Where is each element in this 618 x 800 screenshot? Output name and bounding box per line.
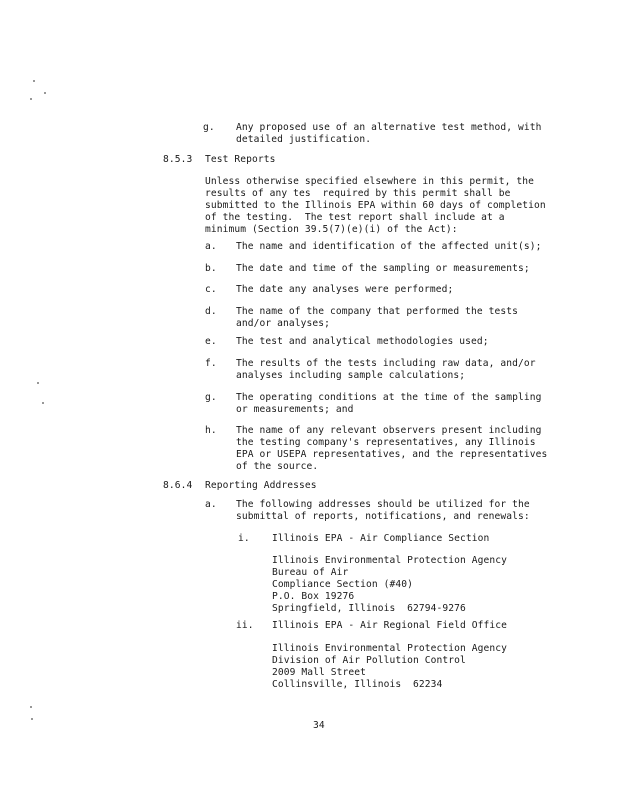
address-line: P.O. Box 19276: [272, 591, 355, 602]
item-label: g.: [203, 122, 215, 133]
paragraph-line: submitted to the Illinois EPA within 60 days of completion: [205, 200, 546, 211]
item-text-line: EPA or USEPA representatives, and the representatives: [236, 449, 548, 460]
item-text-line: The name and identification of the affected unit(s);: [236, 241, 542, 252]
scan-speck: [44, 92, 46, 94]
scan-speck: [37, 382, 39, 384]
address-heading: Illinois EPA - Air Compliance Section: [272, 533, 490, 544]
item-text-line: detailed justification.: [236, 134, 372, 145]
address-line: Collinsville, Illinois 62234: [272, 679, 443, 690]
section-number: 8.5.3: [163, 154, 193, 165]
item-text-line: The name of any relevant observers present including: [236, 425, 542, 436]
item-text-line: submittal of reports, notifications, and renewals:: [236, 511, 530, 522]
item-text-line: the testing company's representatives, any Illinois: [236, 437, 536, 448]
scan-speck: [42, 402, 44, 404]
scan-speck: [30, 706, 32, 708]
address-line: 2009 Mall Street: [272, 667, 367, 678]
paragraph-line: of the testing. The test report shall include at a: [205, 212, 505, 223]
address-heading: Illinois EPA - Air Regional Field Office: [272, 620, 508, 631]
item-text-line: or measurements; and: [236, 404, 354, 415]
address-line: Springfield, Illinois 62794-9276: [272, 603, 466, 614]
item-text-line: The name of the company that performed the tests: [236, 306, 519, 317]
item-label: g.: [205, 392, 217, 403]
item-text-line: The following addresses should be utilized for the: [236, 499, 530, 510]
address-line: Illinois Environmental Protection Agency: [272, 643, 508, 654]
item-text-line: Any proposed use of an alternative test method, with: [236, 122, 542, 133]
paragraph-line: minimum (Section 39.5(7)(e)(i) of the Act):: [205, 224, 458, 235]
address-line: Bureau of Air: [272, 567, 349, 578]
item-text-line: of the source.: [236, 461, 319, 472]
item-text-line: The date any analyses were performed;: [236, 284, 454, 295]
scan-speck: [33, 80, 35, 82]
address-line: Illinois Environmental Protection Agency: [272, 555, 508, 566]
item-label: h.: [205, 425, 217, 436]
scan-speck: [31, 718, 33, 720]
section-title: Reporting Addresses: [205, 480, 317, 491]
section-title: Test Reports: [205, 154, 276, 165]
item-label: b.: [205, 263, 217, 274]
item-label: a.: [205, 241, 217, 252]
item-label: d.: [205, 306, 217, 317]
item-text-line: The results of the tests including raw data, and/or: [236, 358, 536, 369]
address-label: i.: [238, 533, 250, 544]
item-text-line: and/or analyses;: [236, 318, 331, 329]
address-label: ii.: [236, 620, 254, 631]
item-label: a.: [205, 499, 217, 510]
item-text-line: The operating conditions at the time of the sampling: [236, 392, 542, 403]
item-label: e.: [205, 336, 217, 347]
item-text-line: The test and analytical methodologies used;: [236, 336, 489, 347]
paragraph-line: results of any tes required by this permit shall be: [205, 188, 511, 199]
item-label: c.: [205, 284, 217, 295]
section-number: 8.6.4: [163, 480, 193, 491]
item-text-line: The date and time of the sampling or measurements;: [236, 263, 530, 274]
address-line: Division of Air Pollution Control: [272, 655, 466, 666]
paragraph-line: Unless otherwise specified elsewhere in this permit, the: [205, 176, 535, 187]
item-label: f.: [205, 358, 217, 369]
address-line: Compliance Section (#40): [272, 579, 414, 590]
scan-speck: [30, 98, 32, 100]
page-number: 34: [313, 720, 325, 731]
item-text-line: analyses including sample calculations;: [236, 370, 466, 381]
